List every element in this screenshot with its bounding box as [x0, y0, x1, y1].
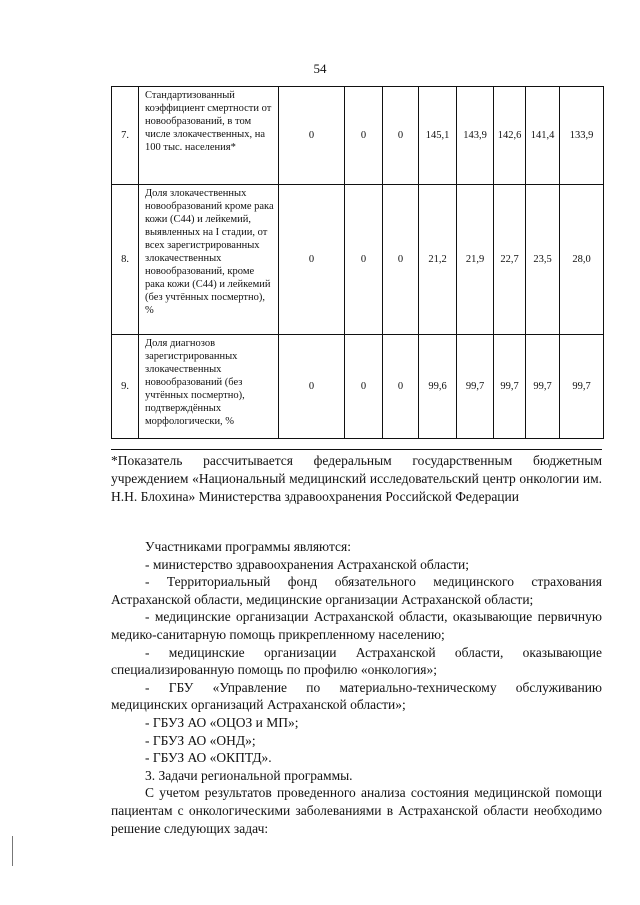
- body-text: [111, 538, 602, 837]
- table-cell: 0: [383, 87, 419, 185]
- footnote-divider: [111, 449, 602, 450]
- table-cell: 23,5: [526, 185, 560, 335]
- table-cell: 141,4: [526, 87, 560, 185]
- table-cell: 99,7: [457, 335, 494, 439]
- table-cell: 0: [345, 87, 383, 185]
- list-item: - ГБУЗ АО «ОНД»;: [145, 732, 256, 748]
- table-cell: 0: [383, 185, 419, 335]
- table-cell: 133,9: [560, 87, 604, 185]
- list-item: - ГБУЗ АО «ОКПТД».: [145, 750, 272, 766]
- table-cell: 0: [345, 335, 383, 439]
- table-cell: 0: [383, 335, 419, 439]
- row-description: Стандартизованный коэффициент смертности от новообразований, в том числе злокачественных, на 100 тыс. населения*: [139, 87, 279, 185]
- participants-intro: Участниками программы являются:: [145, 539, 351, 554]
- row-description: Доля диагнозов зарегистрированных злокачественных новообразований (без учтённых посмертно), подтверждённых морфологически, %: [139, 335, 279, 439]
- table-row: [112, 185, 604, 335]
- list-item: - ГБУЗ АО «ОЦОЗ и МП»;: [145, 714, 299, 730]
- list-item: - ГБУ «Управление по материально-техническому обслуживанию медицинских организаций Астраханской области»;: [111, 679, 602, 713]
- table-cell: 0: [345, 185, 383, 335]
- table-cell: 28,0: [560, 185, 604, 335]
- table-row: [112, 335, 604, 439]
- table-row: [112, 87, 604, 185]
- table-cell: 0: [279, 87, 345, 185]
- closing-paragraph: С учетом результатов проведенного анализа состояния медицинской помощи пациентам с онкологическими заболеваниями в Астраханской области необходимо решение следующих задач:: [111, 785, 602, 836]
- section-heading: 3. Задачи региональной программы.: [145, 767, 353, 783]
- row-index: 9.: [112, 335, 139, 439]
- table-cell: 99,7: [494, 335, 526, 439]
- table-cell: 22,7: [494, 185, 526, 335]
- table-cell: 143,9: [457, 87, 494, 185]
- table-cell: 142,6: [494, 87, 526, 185]
- list-item: - Территориальный фонд обязательного медицинского страхования Астраханской области, медицинские организации Астраханской области;: [111, 574, 602, 607]
- row-description: Доля злокачественных новообразований кроме рака кожи (С44) и лейкемий, выявленных на I стадии, от всех зарегистрированных злокачественных новообразований, кроме рака кожи (С44) и лейкемий (без учтённых посмертно), %: [139, 185, 279, 335]
- table-cell: 99,6: [419, 335, 457, 439]
- table-cell: 145,1: [419, 87, 457, 185]
- table-cell: 99,7: [560, 335, 604, 439]
- page-number: 54: [313, 61, 327, 76]
- scan-edge-mark: [12, 836, 13, 866]
- table-cell: 0: [279, 335, 345, 439]
- table-cell: 21,2: [419, 185, 457, 335]
- list-item: - медицинские организации Астраханской области, оказывающие специализированную помощь по профилю «онкология»;: [111, 644, 602, 678]
- table-cell: 21,9: [457, 185, 494, 335]
- list-item: - медицинские организации Астраханской области, оказывающие первичную медико-санитарную помощь прикрепленному населению;: [111, 609, 602, 642]
- list-item: - министерство здравоохранения Астраханской области;: [145, 556, 469, 572]
- indicators-table: [111, 86, 604, 439]
- row-index: 7.: [112, 87, 139, 185]
- table-cell: 99,7: [526, 335, 560, 439]
- footnote: *Показатель рассчитывается федеральным государственным бюджетным учреждением «Национальный медицинский исследовательский центр онкологии им. Н.Н. Блохина» Министерства здравоохранения Российской Федерации: [111, 453, 602, 504]
- row-index: 8.: [112, 185, 139, 335]
- table-cell: 0: [279, 185, 345, 335]
